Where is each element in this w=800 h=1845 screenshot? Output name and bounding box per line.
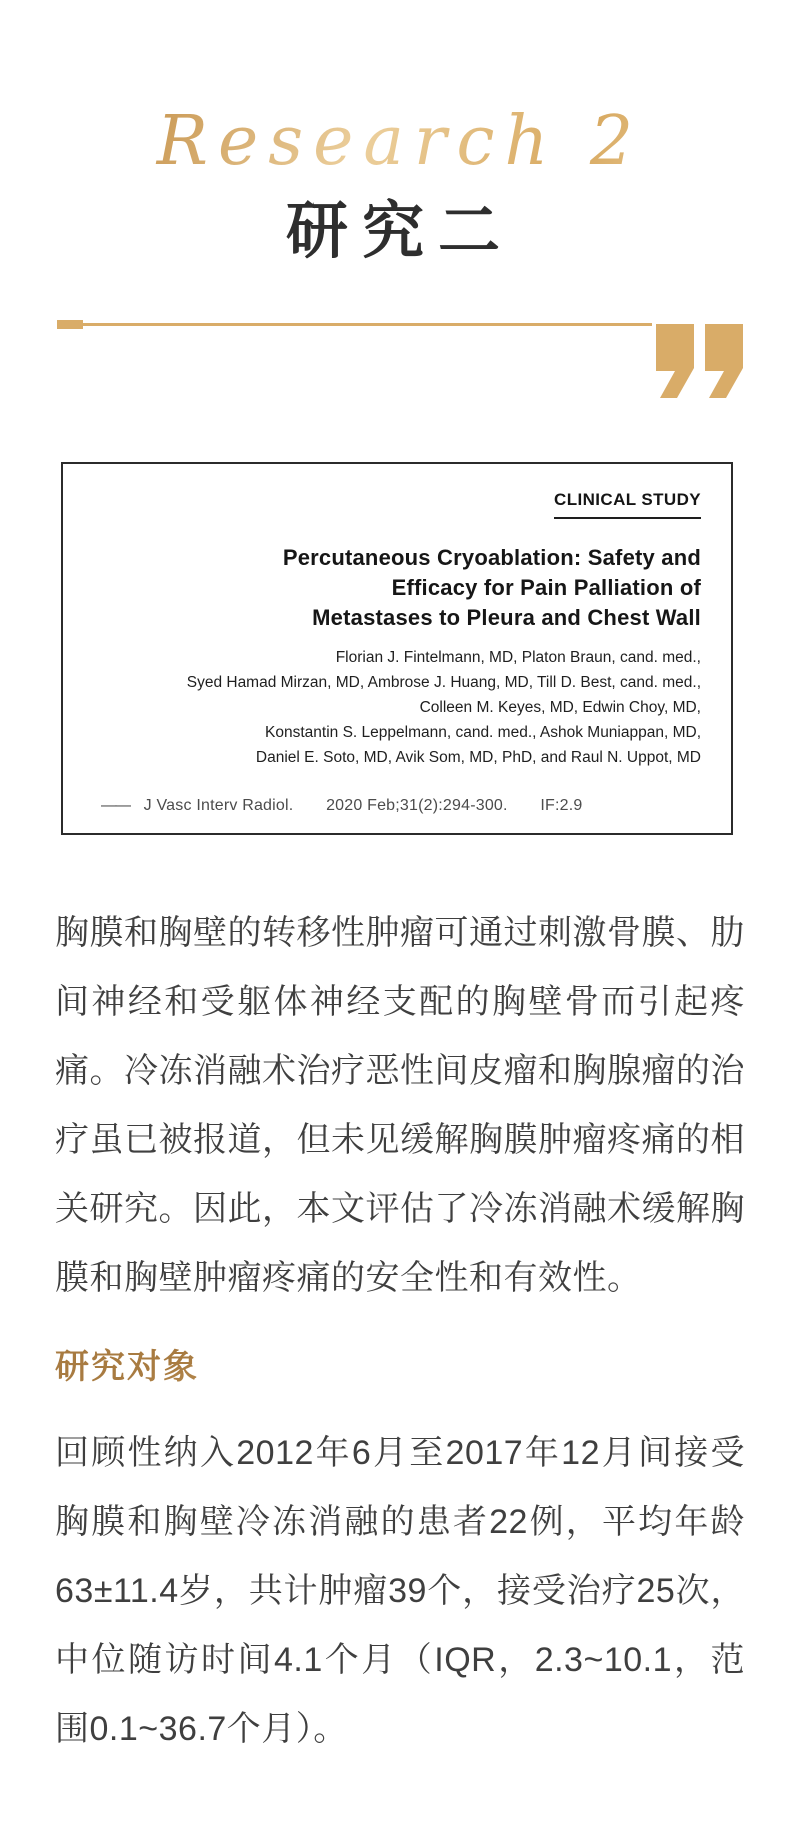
article-title — [85, 543, 701, 633]
divider-line — [57, 323, 652, 326]
article-authors — [85, 645, 701, 770]
citation-dash: —— — [101, 797, 129, 814]
citation-journal: J Vasc Interv Radiol. — [143, 797, 294, 814]
author-line: Konstantin S. Leppelmann, cand. med., Ashok Muniappan, MD, — [265, 724, 701, 741]
intro-paragraph: 胸膜和胸壁的转移性肿瘤可通过刺激骨膜、肋间神经和受躯体神经支配的胸壁骨而引起疼痛。冷冻消融术治疗恶性间皮瘤和胸腺瘤的治疗虽已被报道，但未见缓解胸膜肿瘤疼痛的相关研究。因此，本文评估了冷冻消融术缓解胸膜和胸壁肿瘤疼痛的安全性和有效性。 — [55, 914, 745, 1297]
author-line: Florian J. Fintelmann, MD, Platon Braun, cand. med., — [335, 649, 701, 666]
citation-impact-factor: IF:2.9 — [540, 797, 583, 814]
author-line: Syed Hamad Mirzan, MD, Ambrose J. Huang, MD, Till D. Best, cand. med., — [186, 674, 701, 691]
clinical-study-tag: CLINICAL STUDY — [554, 490, 701, 519]
closing-quote-icon — [655, 324, 745, 398]
citation-issue: 2020 Feb;31(2):294-300. — [326, 797, 508, 814]
journal-article-card — [61, 462, 733, 835]
article-title-line: Metastases to Pleura and Chest Wall — [312, 605, 701, 630]
study-subjects-heading: 研究对象 — [55, 1345, 745, 1391]
article-title-line: Percutaneous Cryoablation: Safety and — [282, 545, 701, 570]
article-title-line: Efficacy for Pain Palliation of — [391, 575, 701, 600]
article-citation — [85, 797, 701, 815]
script-title: Research 2 — [55, 100, 745, 184]
section-number-heading: 研究二 — [285, 198, 514, 266]
author-line: Colleen M. Keyes, MD, Edwin Choy, MD, — [419, 699, 701, 716]
card-tag-row — [85, 490, 701, 519]
author-line: Daniel E. Soto, MD, Avik Som, MD, PhD, and Raul N. Uppot, MD — [255, 749, 701, 766]
divider — [55, 320, 745, 402]
study-subjects-paragraph: 回顾性纳入2012年6月至2017年12月间接受胸膜和胸壁冷冻消融的患者22例，平均年龄63±11.4岁，共计肿瘤39个，接受治疗25次，中位随访时间4.1个月（IQR，2.3~10.1，范围0.1~36.7个月）。 — [55, 1434, 745, 1748]
article-page — [0, 100, 800, 1845]
